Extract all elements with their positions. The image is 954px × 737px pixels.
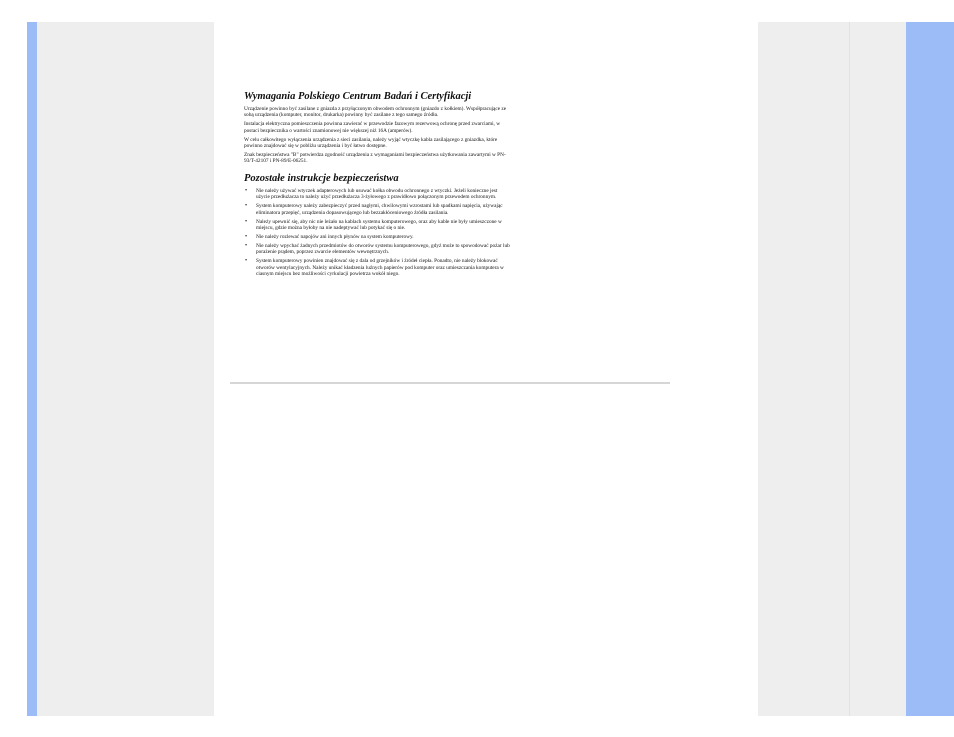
bullet-icon: • [245, 242, 248, 249]
list-item [244, 258, 510, 277]
horizontal-divider [230, 382, 670, 384]
bullet-icon: • [245, 258, 248, 265]
section-heading-safety: Pozostałe instrukcje bezpieczeństwa [244, 172, 399, 184]
left-blue-border [27, 22, 37, 716]
right-gray-margin [758, 22, 906, 716]
section-heading-pcbc: Wymagania Polskiego Centrum Badań i Certyfikacji [244, 91, 472, 102]
list-item-text: Nie należy rozlewać napojów ani innych płynów na system komputerowy. [256, 233, 414, 240]
right-blue-border [906, 22, 954, 716]
bullet-icon: • [245, 233, 248, 240]
list-item-text: System komputerowy powinien znajdować się z dala od grzejników i źródeł ciepła. Ponadto, nie należy blokować otworów wentylacyjnych. Należy unikać kładzenia luźnych papierów pod komputer oraz umieszczania komputera w ciasnym miejscu bez możliwości cyrkulacji powietrza wokół niego. [256, 258, 504, 278]
left-gray-margin [37, 22, 214, 716]
list-item-text: Należy upewnić się, aby nic nie leżało na kablach systemu komputerowego, oraz aby kable nie były umieszczone w miejscu, gdzie można byłoby na nie nadeptywać lub potykać się o nie. [256, 218, 502, 231]
paragraph: W celu całkowitego wyłączenia urządzenia z sieci zasilania, należy wyjąć wtyczkę kabla zasilającego z gniazdka, które powinno znajdować się w pobliżu urządzenia i być łatwo dostępne. [244, 136, 498, 150]
list-item [244, 203, 510, 216]
list-item [244, 243, 510, 256]
list-item [244, 219, 510, 232]
safety-bullet-list [244, 188, 510, 278]
list-item [244, 188, 510, 201]
paragraph: Instalacja elektryczna pomieszczenia powinna zawierać w przewodzie fazowym rezerwową ochronę przed zwarciami, w postaci bezpiecznika o wartości znamionowej nie większej niż 16A (amperów). [244, 121, 501, 134]
paragraph: Urządzenie powinno być zasilane z gniazda z przyłączonym obwodem ochronnym (gniazdo z kołkiem). Współpracujące ze sobą urządzenia (komputer, monitor, drukarka) powinny być zasilane z tego samego źródła. [244, 106, 507, 119]
bullet-icon: • [245, 203, 248, 210]
right-margin-divider [849, 22, 850, 716]
document-content [244, 90, 510, 280]
list-item-text: Nie należy wpychać żadnych przedmiotów do otworów systemu komputerowego, gdyż może to spowodować pożar lub porażenie prądem, poprzez zwarcie elementów wewnętrznych. [256, 242, 510, 256]
paragraph: Znak bezpieczeństwa "B" potwierdza zgodność urządzenia z wymaganiami bezpieczeństwa użytkowania zawartymi w PN-93/T-42107 i PN-89/E-06251. [244, 151, 506, 165]
list-item-text: System komputerowy należy zabezpieczyć przed nagłymi, chwilowymi wzrostami lub spadkami napięcia, używając eliminatora przepięć, urządzenia dopasowującego lub bezzakłóceniowego źródła zasilania. [256, 203, 503, 216]
list-item-text: Nie należy używać wtyczek adapterowych lub usuwać kołka obwodu ochronnego z wtyczki. Jeżeli konieczne jest użycie przedłużacza to należy użyć przedłużacza 3-żyłowego z prawidłowo połączonym przewodem ochronnym. [256, 187, 498, 201]
list-item [244, 234, 510, 240]
bullet-icon: • [245, 218, 248, 225]
bullet-icon: • [245, 187, 248, 194]
